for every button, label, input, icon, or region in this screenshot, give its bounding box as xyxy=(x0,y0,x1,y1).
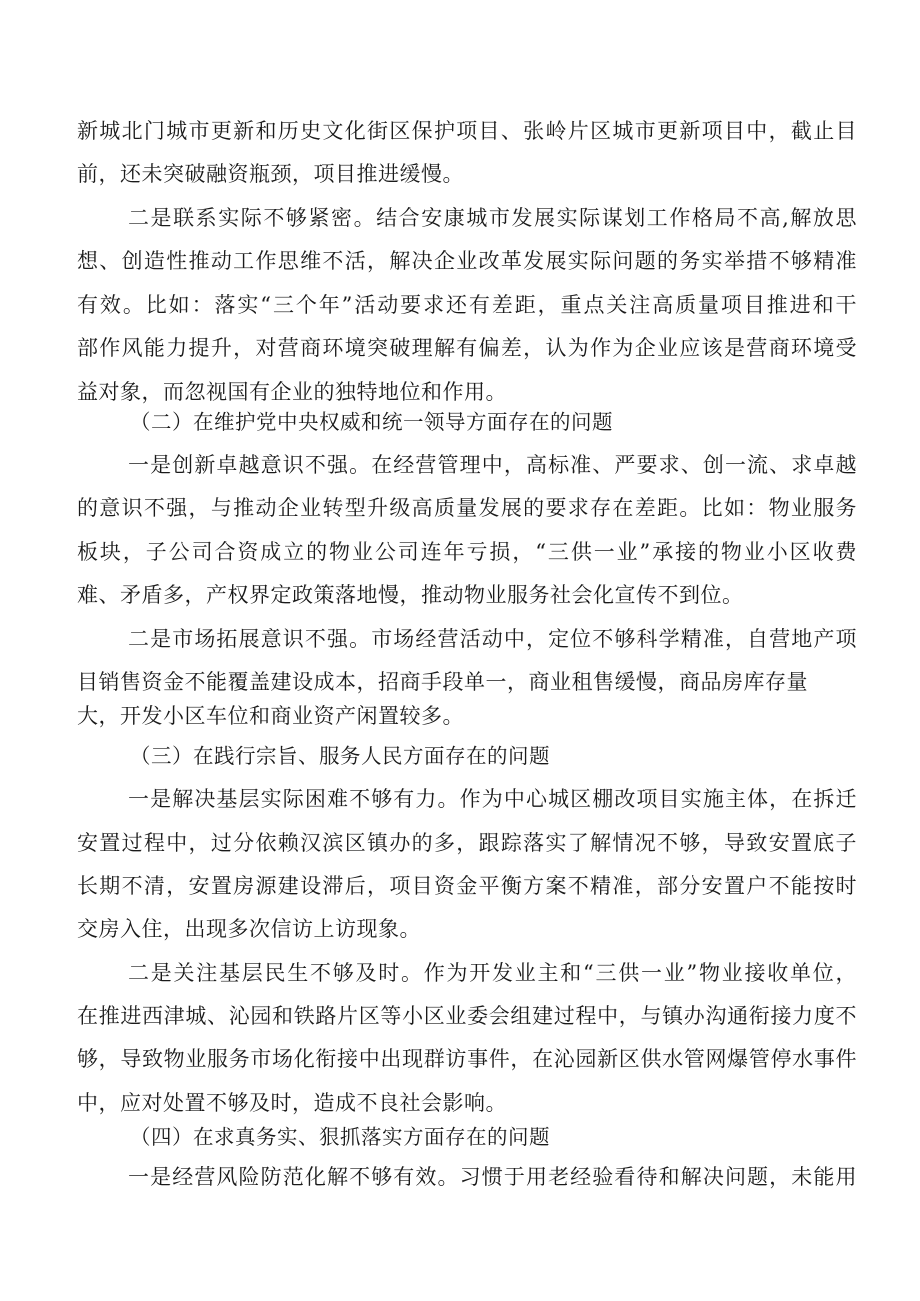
text-line: 想、创造性推动工作思维不活，解决企业改革发展实际问题的务实举措不够精准 xyxy=(77,249,857,273)
paragraph-start-line: 二是关注基层民生不够及时。作为开发业主和“三供一业”物业接收单位， xyxy=(128,961,857,985)
paragraph-start-line: 二是联系实际不够紧密。结合安康城市发展实际谋划工作格局不高,解放思 xyxy=(128,206,857,230)
paragraph-start-line: 一是创新卓越意识不强。在经营管理中，高标准、严要求、创一流、求卓越 xyxy=(128,453,857,477)
paragraph-start-line: 一是解决基层实际困难不够有力。作为中心城区棚改项目实施主体，在拆迁 xyxy=(128,787,857,811)
paragraph-start-line: 二是市场拓展意识不强。市场经营活动中，定位不够科学精准，自营地产项 xyxy=(128,627,857,651)
text-line: 的意识不强，与推动企业转型升级高质量发展的要求存在差距。比如：物业服务 xyxy=(77,496,857,520)
text-line: 交房入住，出现多次信访上访现象。 xyxy=(77,917,421,941)
text-line: 长期不清，安置房源建设滞后，项目资金平衡方案不精准，部分安置户不能按时 xyxy=(77,874,857,898)
section-heading: （三）在践行宗旨、服务人民方面存在的问题 xyxy=(130,744,550,768)
text-line: 目销售资金不能覆盖建设成本，招商手段单一，商业租售缓慢，商品房库存量 xyxy=(77,670,808,694)
section-heading: （四）在求真务实、狠抓落实方面存在的问题 xyxy=(130,1125,550,1149)
text-line: 难、矛盾多，产权界定政策落地慢，推动物业服务社会化宣传不到位。 xyxy=(77,583,744,607)
text-line: 够，导致物业服务市场化衔接中出现群访事件，在沁园新区供水管网爆管停水事件 xyxy=(77,1047,857,1071)
paragraph-start-line: 一是经营风险防范化解不够有效。习惯于用老经验看待和解决问题，未能用 xyxy=(128,1165,857,1189)
text-line: 在推进西津城、沁园和铁路片区等小区业委会组建过程中，与镇办沟通衔接力度不 xyxy=(77,1004,857,1028)
text-line: 中，应对处置不够及时，造成不良社会影响。 xyxy=(77,1091,507,1115)
text-line: 益对象，而忽视国有企业的独特地位和作用。 xyxy=(77,380,507,404)
text-line: 大，开发小区车位和商业资产闲置较多。 xyxy=(77,704,464,728)
text-line: 安置过程中，过分依赖汉滨区镇办的多，跟踪落实了解情况不够，导致安置底子 xyxy=(77,831,857,855)
text-line: 部作风能力提升，对营商环境突破理解有偏差，认为作为企业应该是营商环境受 xyxy=(77,336,857,360)
text-line: 板块，子公司合资成立的物业公司连年亏损，“三供一业”承接的物业小区收费 xyxy=(77,540,857,564)
text-line: 新城北门城市更新和历史文化街区保护项目、张岭片区城市更新项目中，截止目 xyxy=(77,119,857,143)
text-line: 前，还未突破融资瓶颈，项目推进缓慢。 xyxy=(77,162,464,186)
section-heading: （二）在维护党中央权威和统一领导方面存在的问题 xyxy=(130,410,613,434)
text-line: 有效。比如：落实“三个年”活动要求还有差距，重点关注高质量项目推进和干 xyxy=(77,293,857,317)
